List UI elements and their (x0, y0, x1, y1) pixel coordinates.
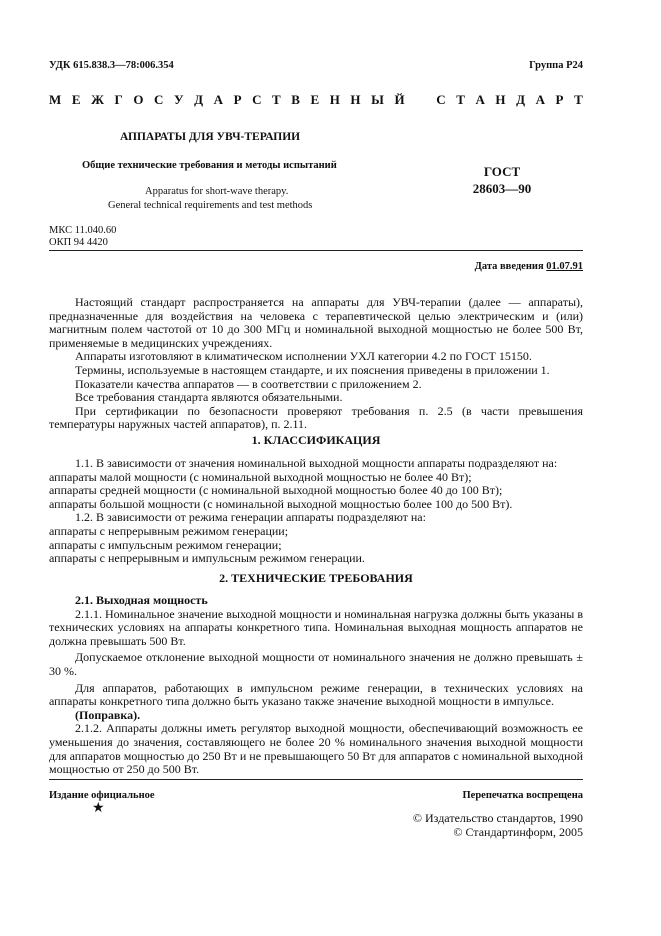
list-item: аппараты с непрерывным и импульсным режимом генерации. (49, 551, 365, 566)
banner-letter: Ж (91, 92, 104, 107)
section2-block (49, 594, 583, 777)
banner-letter: А (475, 92, 485, 107)
banner-letter: О (133, 92, 144, 107)
banner-letter: Д (194, 92, 204, 107)
intro-paragraph: Термины, используемые в настоящем стандарте, и их пояснения приведены в приложении 1. (75, 362, 550, 377)
okp-code: ОКП 94 4420 (49, 237, 108, 248)
tolerance-paragraph: Допускаемое отклонение выходной мощности от номинального значения не должно превышать ± 30 %. (49, 650, 583, 678)
intro-block (49, 296, 583, 432)
list-item: аппараты средней мощности (с номинальной выходной мощностью более 40 до 100 Вт); (49, 483, 503, 498)
banner-letter: Т (456, 92, 465, 107)
gost-designation (466, 163, 538, 197)
intro-date-label: Дата введения (474, 261, 544, 272)
clause-2-1-1: 2.1.1. Номинальное значение выходной мощности и номинальная нагрузка должны быть указаны в технических условиях на аппараты конкретного типа. Номинальная выходная мощность аппаратов не должна превышать 500 Вт. (49, 606, 583, 648)
document-title: АППАРАТЫ ДЛЯ УВЧ-ТЕРАПИИ (120, 131, 301, 143)
banner-letter: А (535, 92, 545, 107)
header-divider (49, 250, 583, 251)
udk-code: УДК 615.838.3—78:006.354 (49, 60, 174, 71)
amendment-note: (Поправка). (75, 707, 141, 722)
gost-label: ГОСТ (483, 164, 521, 179)
intro-paragraph: Аппараты изготовляют в климатическом исполнении УХЛ категории 4.2 по ГОСТ 15150. (75, 349, 532, 364)
banner-letter: С (252, 92, 262, 107)
copyright-line: © Стандартинформ, 2005 (453, 825, 583, 839)
intro-paragraph: Показатели качества аппаратов — в соответствии с приложением 2. (75, 376, 422, 391)
intro-date-value: 01.07.91 (546, 261, 583, 272)
copyright-block (413, 811, 583, 839)
pulse-paragraph: Для аппаратов, работающих в импульсном режиме генерации, в технических условиях на аппараты конкретного типа должно быть указано также значение выходной мощности в импульсе. (49, 680, 583, 709)
banner-letter: М (49, 92, 62, 107)
banner-letter: Д (516, 92, 526, 107)
banner-letter: Р (555, 92, 564, 107)
banner-letter: Т (272, 92, 281, 107)
document-subtitle: Общие технические требования и методы испытаний (82, 160, 337, 171)
banner-letter: А (213, 92, 223, 107)
section1-block (49, 457, 583, 566)
section2-heading: 2. ТЕХНИЧЕСКИЕ ТРЕБОВАНИЯ (219, 571, 413, 585)
banner-letter: Г (114, 92, 123, 107)
clause-2-1-2: 2.1.2. Аппараты должны иметь регулятор выходной мощности, обеспечивающий возможность ее уменьшения до значения, составляющего не более 20 % номинального значения выходной мощности для аппаратов мощностью до 250 Вт и не превышающего 50 Вт для аппаратов с номинальной выходной мощностью от 250 до 500 Вт. (49, 721, 583, 777)
banner-letter: У (173, 92, 184, 107)
standard-type-banner (49, 92, 583, 108)
list-item: аппараты с непрерывным режимом генерации; (49, 523, 289, 538)
list-item: аппараты малой мощности (с номинальной выходной мощностью не более 40 Вт); (49, 469, 472, 484)
footer-divider (49, 779, 583, 780)
intro-paragraph: Настоящий стандарт распространяется на аппараты для УВЧ-терапии (далее — аппараты), предназначенные для воздействия на человека с терапевтической целью электрическим и (или) магнитным полем частотой от 10 до 300 МГц и номинальной выходной мощностью не более 500 Вт, применяемые в медицинских учреждениях. (49, 295, 583, 350)
list-item: аппараты с импульсным режимом генерации; (49, 537, 282, 552)
banner-letter: Р (233, 92, 242, 107)
english-title-line2: General technical requirements and test methods (108, 200, 313, 211)
section1-heading: 1. КЛАССИФИКАЦИЯ (251, 433, 381, 447)
group-code: Группа Р24 (529, 60, 583, 71)
clause-1-1: 1.1. В зависимости от значения номинальной выходной мощности аппараты подразделяют на: (75, 456, 558, 470)
banner-letter: Е (310, 92, 320, 107)
official-edition: Издание официальное (49, 790, 155, 801)
gost-number: 28603—90 (472, 181, 532, 196)
english-title-line1: Apparatus for short-wave therapy. (145, 186, 289, 197)
copyright-line: © Издательство стандартов, 1990 (412, 811, 583, 825)
star-icon: ★ (92, 801, 105, 816)
banner-letter: Е (71, 92, 81, 107)
intro-paragraph: При сертификации по безопасности проверяют требования п. 2.5 (в части превышения температуры наружных частей аппаратов), п. 2.11. (49, 403, 583, 432)
banner-letter: Н (495, 92, 506, 107)
banner-letter: Т (574, 92, 583, 107)
list-item: аппараты большой мощности (с номинальной выходной мощностью более 100 до 500 Вт). (49, 496, 513, 511)
banner-letter: Й (394, 92, 405, 107)
banner-letter: С (154, 92, 164, 107)
classification-codes (49, 225, 116, 249)
mks-code: МКС 11.040.60 (49, 225, 117, 236)
banner-letter: Н (350, 92, 361, 107)
banner-letter: В (291, 92, 300, 107)
intro-paragraph: Все требования стандарта являются обязательными. (75, 390, 343, 405)
banner-letter: Н (329, 92, 340, 107)
clause-1-2: 1.2. В зависимости от режима генерации аппараты подразделяют на: (75, 510, 426, 525)
reprint-prohibited: Перепечатка воспрещена (462, 790, 583, 801)
subsection-title: 2.1. Выходная мощность (75, 593, 208, 607)
intro-date (475, 261, 583, 272)
banner-letter: Ы (371, 92, 384, 107)
banner-letter: С (436, 92, 446, 107)
